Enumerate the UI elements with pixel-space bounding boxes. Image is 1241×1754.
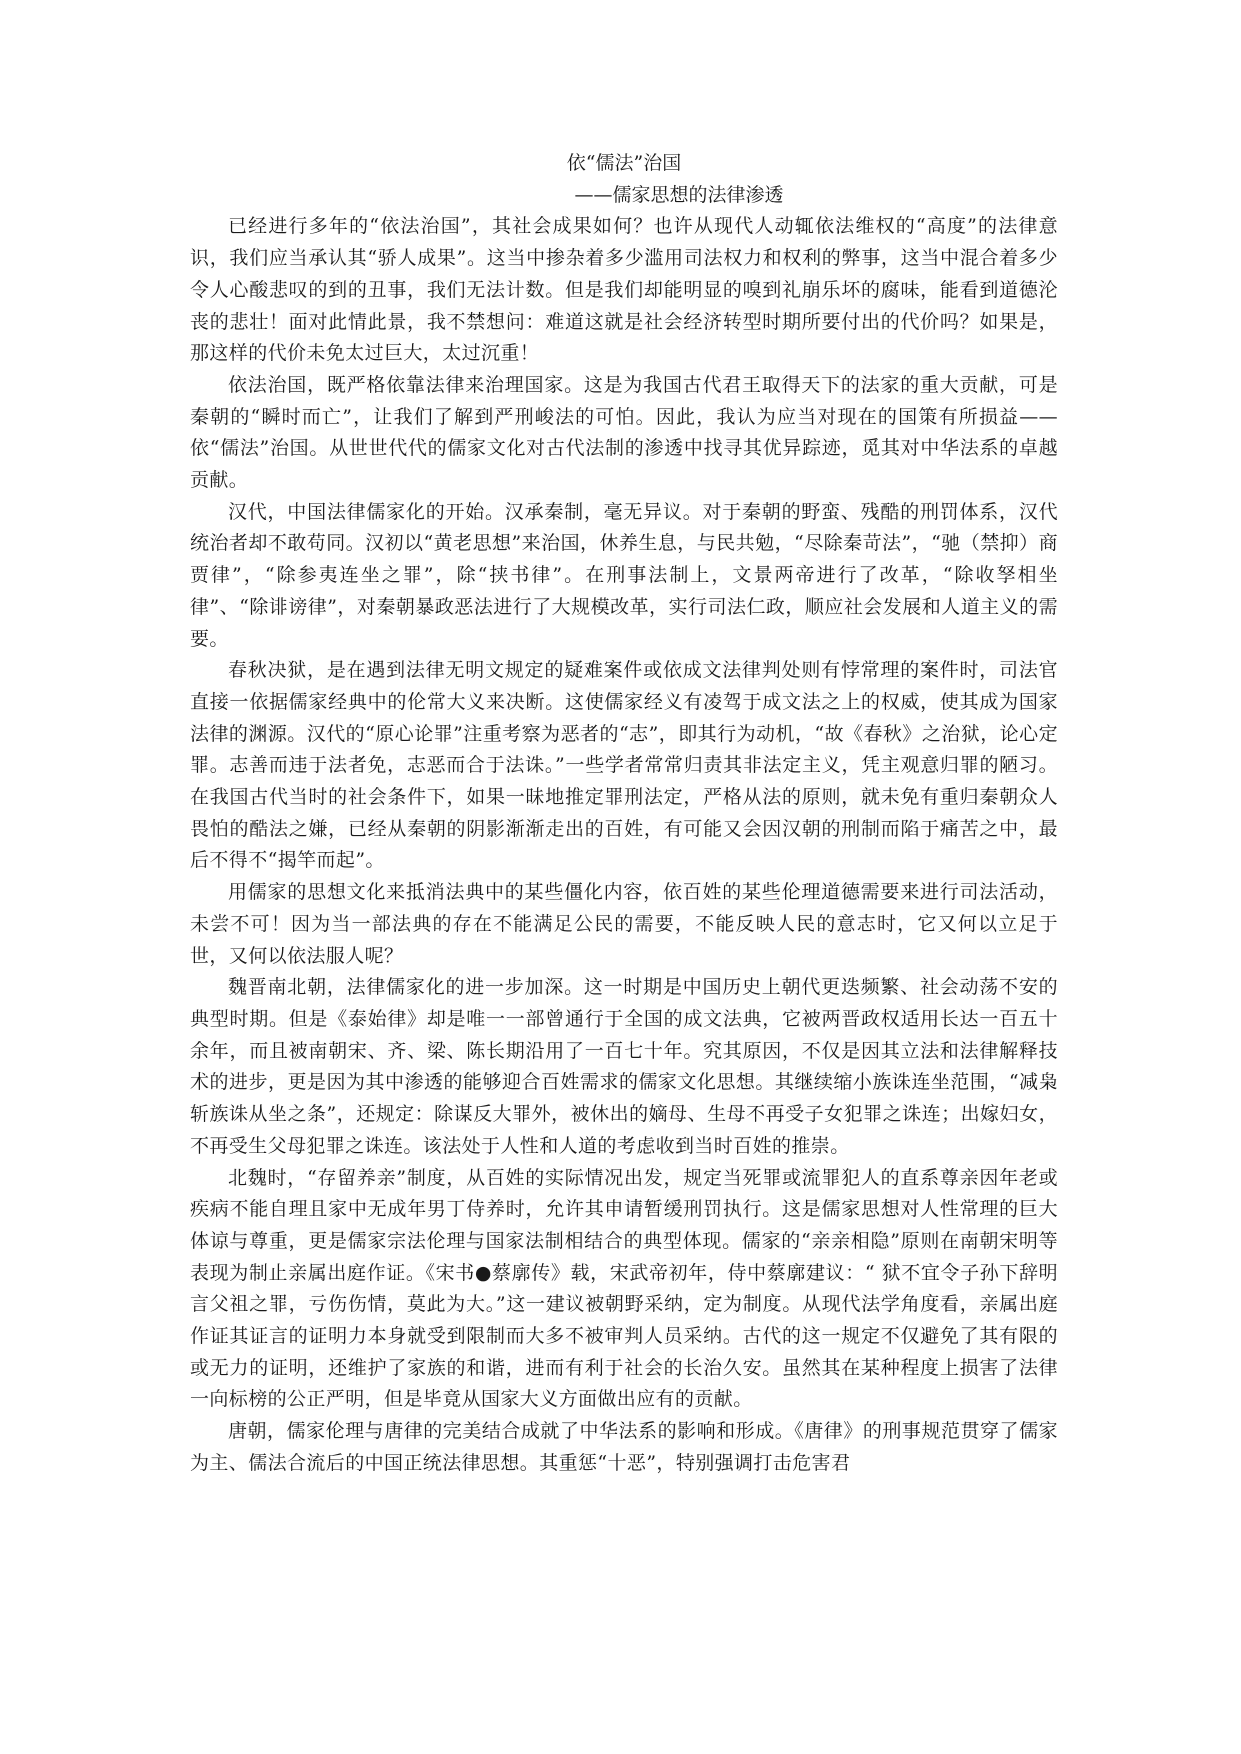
paragraph-8: 唐朝，儒家伦理与唐律的完美结合成就了中华法系的影响和形成。《唐律》的刑事规范贯穿了儒家为主、儒法合流后的中国正统法律思想。其重惩“十恶”，特别强调打击危害君 [190,1420,1058,1474]
document-body [190,148,1058,1480]
paragraph-7: 北魏时，“存留养亲”制度，从百姓的实际情况出发，规定当死罪或流罪犯人的直系尊亲因年老或疾病不能自理且家中无成年男丁侍养时，允许其申请暂缓刑罚执行。这是儒家思想对人性常理的巨大体谅与尊重，更是儒家宗法伦理与国家法制相结合的典型体现。儒家的“亲亲相隐”原则在南朝宋明等表现为制止亲属出庭作证。《宋书●蔡廓传》载，宋武帝初年，侍中蔡廓建议：“ 狱不宜令子孙下辞明言父祖之罪，亏伤伤情，莫此为大。”这一建议被朝野采纳，定为制度。从现代法学角度看，亲属出庭作证其证言的证明力本身就受到限制而大多不被审判人员采纳。古代的这一规定不仅避免了其有限的或无力的证明，还维护了家族的和谐，进而有利于社会的长治久安。虽然其在某种程度上损害了法律一向标榜的公正严明，但是毕竟从国家大义方面做出应有的贡献。 [190,1166,1058,1411]
document-title: 依“儒法”治国 [566,152,682,174]
document-subtitle: ——儒家思想的法律渗透 [574,183,784,206]
paragraph-1: 已经进行多年的“依法治国”，其社会成果如何？也许从现代人动辄依法维权的“高度”的法律意识，我们应当承认其“骄人成果”。这当中掺杂着多少滥用司法权力和权利的弊事，这当中混合着多少令人心酸悲叹的到的丑事，我们无法计数。但是我们却能明显的嗅到礼崩乐坏的腐味，能看到道德沦丧的悲壮！面对此情此景，我不禁想问：难道这就是社会经济转型时期所要付出的代价吗？如果是，那这样的代价未免太过巨大，太过沉重！ [190,215,1058,365]
paragraph-2: 依法治国，既严格依靠法律来治理国家。这是为我国古代君王取得天下的法家的重大贡献，可是秦朝的“瞬时而亡”，让我们了解到严刑峻法的可怕。因此，我认为应当对现在的国策有所损益——依“儒法”治国。从世世代代的儒家文化对古代法制的渗透中找寻其优异踪迹，觅其对中华法系的卓越贡献。 [190,373,1058,492]
paragraph-6: 魏晋南北朝，法律儒家化的进一步加深。这一时期是中国历史上朝代更迭频繁、社会动荡不安的典型时期。但是《泰始律》却是唯一一部曾通行于全国的成文法典，它被两晋政权适用长达一百五十余年，而且被南朝宋、齐、梁、陈长期沿用了一百七十年。究其原因，不仅是因其立法和法律解释技术的进步，更是因为其中渗透的能够迎合百姓需求的儒家文化思想。其继续缩小族诛连坐范围，“减枭斩族诛从坐之条”，还规定：除谋反大罪外，被休出的嫡母、生母不再受子女犯罪之诛连；出嫁妇女，不再受生父母犯罪之诛连。该法处于人性和人道的考虑收到当时百姓的推崇。 [190,976,1058,1157]
paragraph-3: 汉代，中国法律儒家化的开始。汉承秦制，毫无异议。对于秦朝的野蛮、残酷的刑罚体系，汉代统治者却不敢苟同。汉初以“黄老思想”来治国，休养生息，与民共勉，“尽除秦苛法”，“驰（禁抑）商贾律”，“除参夷连坐之罪”，除“挟书律”。在刑事法制上，文景两帝进行了改革，“除收孥相坐律”、“除诽谤律”，对秦朝暴政恶法进行了大规模改革，实行司法仁政，顺应社会发展和人道主义的需要。 [190,500,1058,650]
paragraph-4: 春秋决狱，是在遇到法律无明文规定的疑难案件或依成文法律判处则有悖常理的案件时，司法官直接一依据儒家经典中的伦常大义来决断。这使儒家经义有凌驾于成文法之上的权威，使其成为国家法律的渊源。汉代的“原心论罪”注重考察为恶者的“志”，即其行为动机，“故《春秋》之治狱，论心定罪。志善而违于法者免，志恶而合于法诛。”一些学者常常归责其非法定主义，凭主观意归罪的陋习。在我国古代当时的社会条件下，如果一昧地推定罪刑法定，严格从法的原则，就未免有重归秦朝众人畏怕的酷法之嫌，已经从秦朝的阴影渐渐走出的百姓，有可能又会因汉朝的刑制而陷于痛苦之中，最后不得不“揭竿而起”。 [190,659,1058,872]
paragraph-5: 用儒家的思想文化来抵消法典中的某些僵化内容，依百姓的某些伦理道德需要来进行司法活动，未尝不可！因为当一部法典的存在不能满足公民的需要，不能反映人民的意志时，它又何以立足于世，又何以依法服人呢？ [190,881,1058,967]
